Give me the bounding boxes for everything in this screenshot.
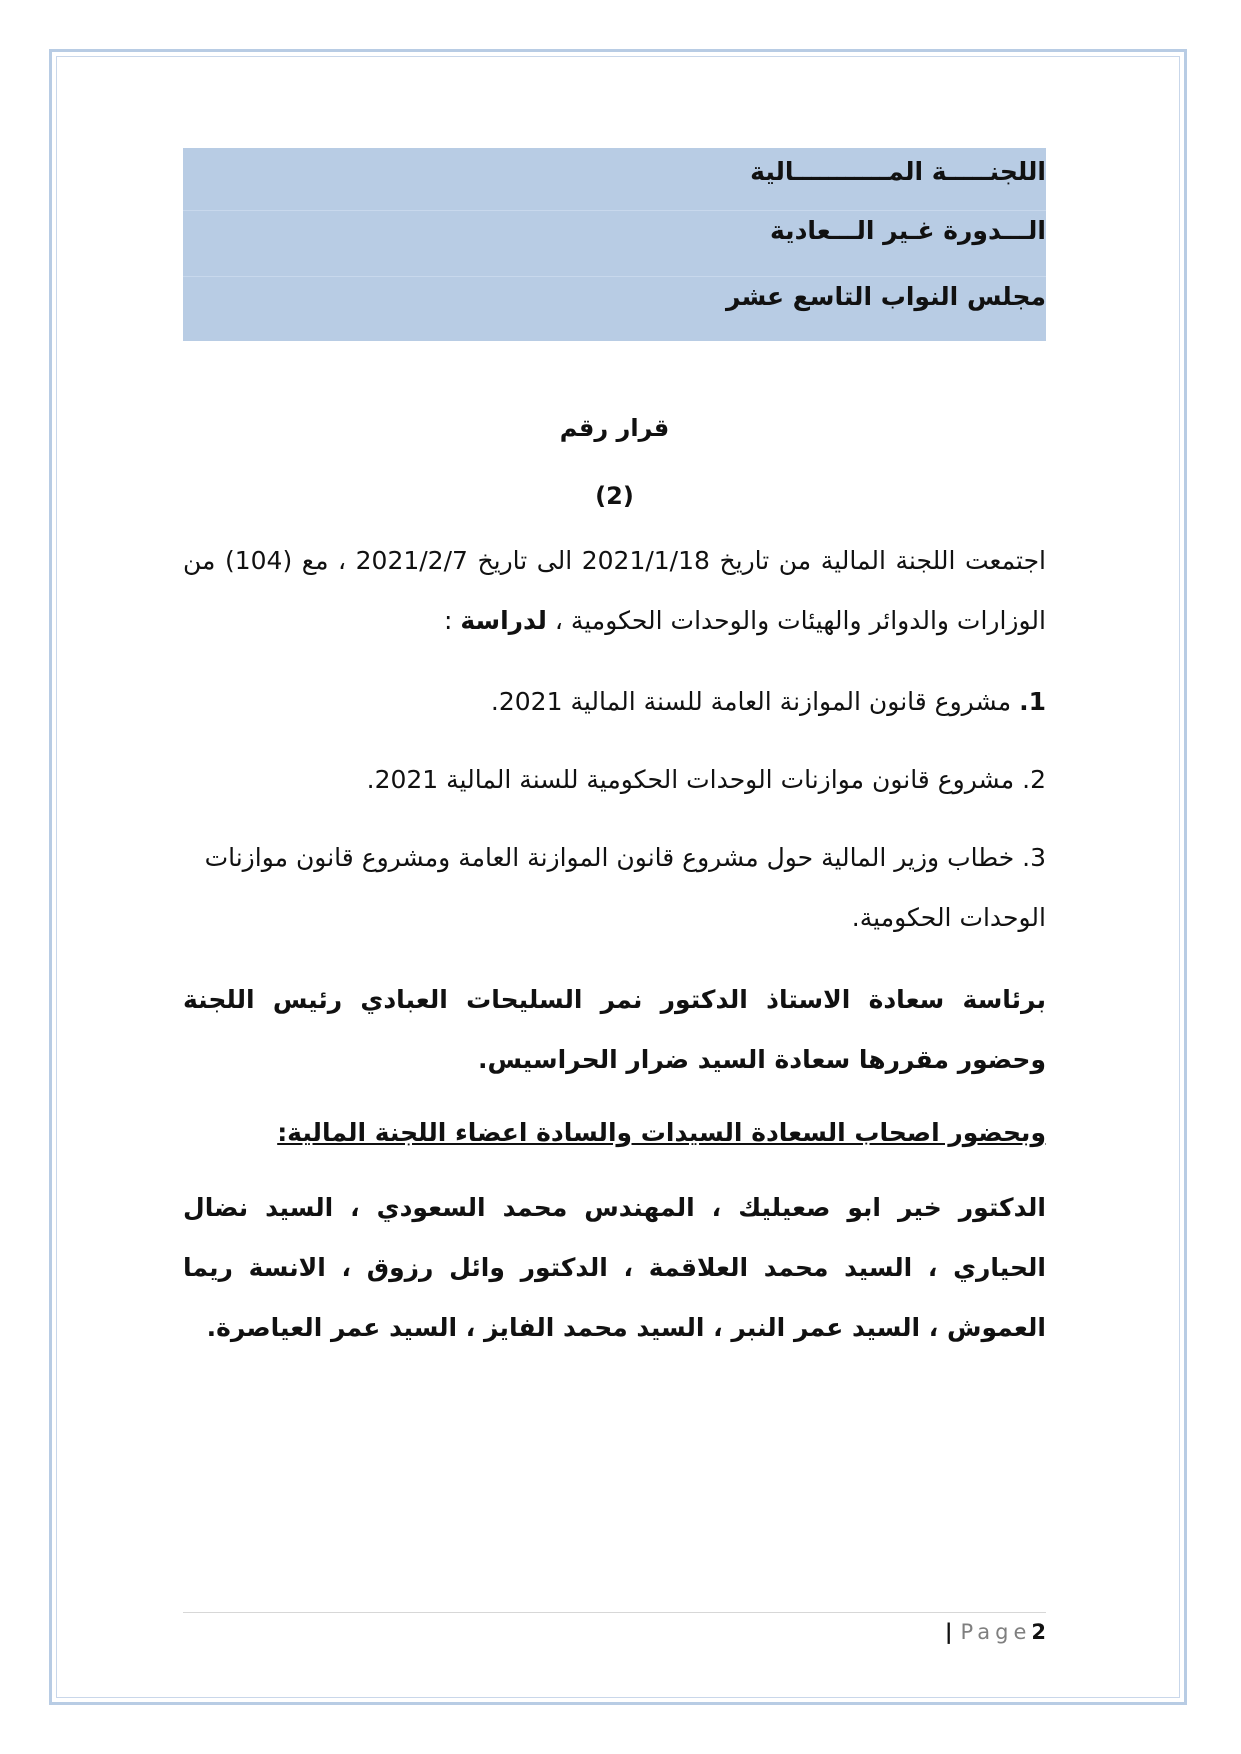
members-heading <box>183 1115 1046 1151</box>
intro-paragraph <box>183 531 1046 651</box>
footer-bar: | <box>944 1620 953 1644</box>
page-footer <box>183 1617 1046 1647</box>
list-item-number: 3. <box>1022 843 1046 872</box>
list-item-text: خطاب وزير المالية حول مشروع قانون الموازنة العامة ومشروع قانون موازنات الوحدات الحكومية. <box>204 843 1046 932</box>
members-paragraph: الدكتور خير ابو صعيليك ، المهندس محمد السعودي ، السيد نضال الحياري ، السيد محمد العلاقمة ، الدكتور وائل رزوق ، الانسة ريما العموش ، السيد عمر النبر ، السيد محمد الفايز ، السيد عمر العياصرة. <box>183 1193 1046 1342</box>
list-item-number: 2. <box>1022 765 1046 794</box>
list-item <box>183 750 1046 810</box>
intro-text: اجتمعت اللجنة المالية من تاريخ 2021/1/18 الى تاريخ 2021/2/7 ، مع (104) من الوزارات والدوائر والهيئات والوحدات الحكومية ، <box>183 546 1046 635</box>
list-item <box>183 828 1046 948</box>
page-label: Page <box>960 1620 1032 1644</box>
chair-paragraph: برئاسة سعادة الاستاذ الدكتور نمر السليحات العبادي رئيس اللجنة وحضور مقررها سعادة السيد ضرار الحراسيس. <box>183 985 1046 1074</box>
header-divider <box>183 276 1046 277</box>
intro-bold-word: لدراسة <box>460 606 547 635</box>
decision-title: قرار رقم <box>559 414 670 442</box>
header-box <box>183 148 1046 341</box>
session-name: الـــدورة غـير الـــعادية <box>770 216 1046 245</box>
intro-colon: : <box>443 606 461 635</box>
decision-number: (2) <box>595 482 634 510</box>
list-item-number: 1. <box>1019 687 1046 716</box>
page-number: 2 <box>1031 1620 1046 1644</box>
members-heading-text: وبحضور اصحاب السعادة السيدات والسادة اعضاء اللجنة المالية: <box>277 1118 1046 1147</box>
list-item-text: مشروع قانون الموازنة العامة للسنة المالية 2021. <box>490 687 1020 716</box>
list-item <box>183 672 1046 732</box>
footer-divider <box>183 1612 1046 1613</box>
committee-name: اللجنـــــة المـــــــــــالية <box>750 157 1046 186</box>
list-item-text: مشروع قانون موازنات الوحدات الحكومية للسنة المالية 2021. <box>366 765 1023 794</box>
header-divider <box>183 210 1046 211</box>
parliament-name: مجلس النواب التاسع عشر <box>726 282 1046 311</box>
